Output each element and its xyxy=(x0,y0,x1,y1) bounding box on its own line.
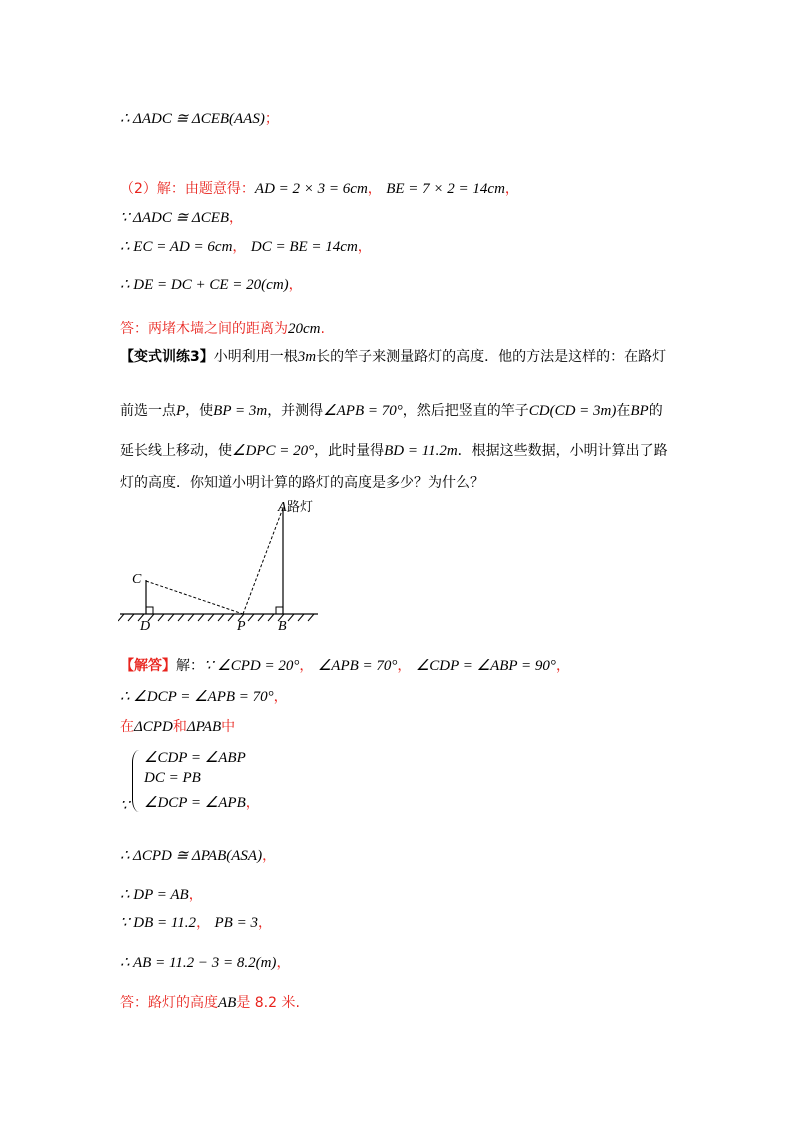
problem-text: 小明利用一根 xyxy=(213,349,298,365)
answer-line-distance xyxy=(120,318,325,338)
math-expr: PB = 3 xyxy=(214,915,258,931)
label-b: B xyxy=(278,619,287,634)
solution-line-dp-ab xyxy=(120,884,203,904)
math-expr: ∠APB = 70° xyxy=(323,403,403,419)
right-angle-d xyxy=(146,607,153,614)
brace-row-2: DC = PB xyxy=(144,770,201,786)
solution-text: 中 xyxy=(221,719,236,735)
dashed-cp xyxy=(146,581,243,614)
solution-line-db-pb xyxy=(120,912,272,932)
solution-text: 和 xyxy=(172,719,187,735)
punct: ， xyxy=(188,887,203,903)
answer-prefix: 答：路灯的高度 xyxy=(120,995,218,1011)
solution-line-ab-value xyxy=(120,952,290,972)
punct: ， xyxy=(555,658,570,674)
math-expr: ∴ DP = AB xyxy=(120,887,189,903)
math-expr: AD = 2 × 3 = 6cm xyxy=(254,181,368,197)
punct: ， xyxy=(397,658,412,674)
problem-text: ．根据这些数据，小明计算出了路 xyxy=(457,443,668,459)
solution-text: 解： xyxy=(176,658,204,674)
because-symbol: ∵ xyxy=(120,798,130,814)
brace-row-3: ∠DCP = ∠APB xyxy=(144,795,246,811)
math-expr: ∠APB = 70° xyxy=(317,658,398,674)
math-expr: ∴ ΔADC ≅ ΔCEB(AAS) xyxy=(120,111,265,127)
math-expr: AB xyxy=(218,995,237,1011)
problem-line-2 xyxy=(120,400,690,420)
problem-text: 的 xyxy=(648,403,663,419)
solution-text: 在 xyxy=(120,719,134,735)
punct: ， xyxy=(367,181,382,197)
label-d: D xyxy=(140,619,151,634)
label-a: A xyxy=(278,500,287,515)
problem-text: 在 xyxy=(616,403,631,419)
punct: ， xyxy=(288,277,303,293)
punct: ， xyxy=(262,848,277,864)
solution-part2-line xyxy=(120,178,519,198)
punct: ， xyxy=(357,239,372,255)
punct: ， xyxy=(299,658,314,674)
punct: ， xyxy=(273,689,288,705)
punct: ， xyxy=(504,181,519,197)
problem-text: 灯的高度．你知道小明计算的路灯的高度是多少？为什么？ xyxy=(120,475,484,491)
punct: ， xyxy=(229,210,244,226)
brace-row-3-wrap xyxy=(144,792,260,812)
proof-line-de xyxy=(120,274,303,294)
answer-suffix: 是 8.2 米. xyxy=(236,995,300,1011)
punct: ， xyxy=(276,955,291,971)
label-p: P xyxy=(237,619,246,634)
problem-text: ，然后把竖直的竿子 xyxy=(402,403,529,419)
math-expr: ΔCPD xyxy=(134,719,173,735)
punct: ； xyxy=(264,111,279,127)
solution-line-1 xyxy=(120,655,570,675)
math-expr: BD = 11.2m xyxy=(384,443,458,459)
math-expr: 3m xyxy=(297,349,317,365)
solution-line-3 xyxy=(120,716,235,736)
math-expr: ∴ DE = DC + CE = 20(cm) xyxy=(120,277,289,293)
brace-row-1: ∠CDP = ∠ABP xyxy=(144,750,246,766)
math-expr: ∠DPC = 20° xyxy=(232,443,315,459)
math-expr: BE = 7 × 2 = 14cm xyxy=(386,181,505,197)
solution-line-2 xyxy=(120,686,288,706)
problem-line-4 xyxy=(120,472,690,492)
problem-text: ，使 xyxy=(185,403,214,419)
math-expr: P xyxy=(176,403,186,419)
proof-line-congruent-aas xyxy=(120,108,279,128)
math-expr: ∵ ΔADC ≅ ΔCEB xyxy=(120,210,230,226)
problem-text: ，并测得 xyxy=(267,403,324,419)
answer-line-lamp-height xyxy=(120,992,300,1012)
math-expr: CD(CD = 3m) xyxy=(528,403,617,419)
math-expr: DC = BE = 14cm xyxy=(250,239,358,255)
math-expr: ∴ ΔCPD ≅ ΔPAB(ASA) xyxy=(120,848,263,864)
math-expr: BP xyxy=(630,403,649,419)
math-expr: ΔPAB xyxy=(186,719,222,735)
punct: ， xyxy=(257,915,272,931)
problem-text: 延长线上移动，使 xyxy=(120,443,232,459)
solution-line-asa xyxy=(120,845,276,865)
problem-text: 前选一点 xyxy=(120,403,176,419)
math-expr: ∠CDP = ∠ABP = 90° xyxy=(415,658,556,674)
right-angle-b xyxy=(276,607,283,614)
left-brace xyxy=(132,750,139,812)
answer-prefix: 答：两堵木墙之间的距离为 xyxy=(120,321,288,337)
math-expr: ∵ DB = 11.2 xyxy=(120,915,197,931)
problem-tag: 【变式训练3】 xyxy=(120,349,214,365)
problem-line-3 xyxy=(120,440,690,460)
math-expr: ∵ ∠CPD = 20° xyxy=(204,658,300,674)
punct: ， xyxy=(232,239,247,255)
label-lamp: 路灯 xyxy=(287,500,314,515)
math-expr: ∴ ∠DCP = ∠APB = 70° xyxy=(120,689,274,705)
part2-prefix: （2）解：由题意得： xyxy=(120,181,255,197)
math-expr: ∴ EC = AD = 6cm xyxy=(120,239,233,255)
problem-text: ，此时量得 xyxy=(314,443,385,459)
proof-line-ec-dc xyxy=(120,236,372,256)
problem-text: 长的竿子来测量路灯的高度．他的方法是这样的：在路灯 xyxy=(316,349,667,365)
dashed-pa xyxy=(243,508,283,614)
problem-line-1 xyxy=(120,346,690,366)
street-lamp-figure xyxy=(118,496,348,636)
punct: . xyxy=(320,321,325,337)
solution-tag: 【解答】 xyxy=(120,658,176,674)
math-expr: ∴ AB = 11.2 − 3 = 8.2(m) xyxy=(120,955,277,971)
math-expr: BP = 3m xyxy=(213,403,268,419)
punct: ， xyxy=(196,915,211,931)
punct: ， xyxy=(245,795,260,811)
label-c: C xyxy=(132,572,142,587)
proof-line-because-congruent xyxy=(120,207,243,227)
math-expr: 20cm xyxy=(288,321,321,337)
